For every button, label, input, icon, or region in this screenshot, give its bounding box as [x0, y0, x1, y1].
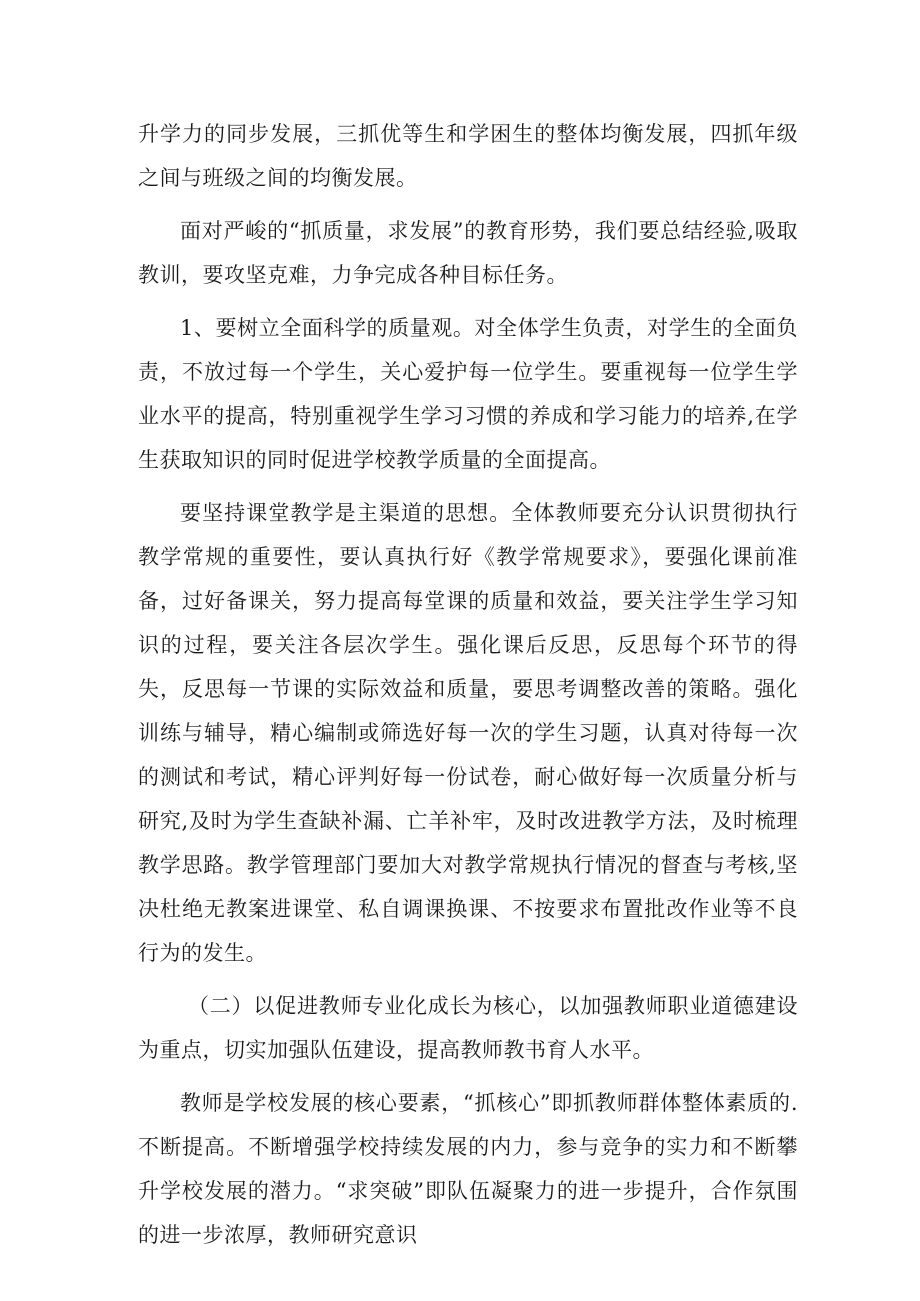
paragraph-4: 要坚持课堂教学是主渠道的思想。全体教师要充分认识贯彻执行教学常规的重要性，要认真执行好《教学常规要求》，要强化课前准备，过好备课关，努力提高每堂课的质量和效益，要关注学生学习知识的过程，要关注各层次学生。强化课后反思，反思每个环节的得失，反思每一节课的实际效益和质量，要思考调整改善的策略。强化训练与辅导，精心编制或筛选好每一次的学生习题，认真对待每一次的测试和考试，精心评判好每一份试卷，耐心做好每一次质量分析与研究,及时为学生查缺补漏、亡羊补牢，及时改进教学方法，及时梳理教学思路。教学管理部门要加大对教学常规执行情况的督查与考核,坚决杜绝无教案进课堂、私自调课换课、不按要求布置批改作业等不良行为的发生。 [138, 501, 798, 965]
paragraph-2: 面对严峻的“抓质量，求发展”的教育形势，我们要总结经验,吸取教训，要攻坚克难，力争完成各种目标任务。 [138, 219, 798, 287]
paragraph-1: 升学力的同步发展，三抓优等生和学困生的整体均衡发展，四抓年级之间与班级之间的均衡发展。 [138, 122, 798, 190]
document-body [138, 112, 798, 1266]
paragraph-5: （二）以促进教师专业化成长为核心，以加强教师职业道德建设为重点，切实加强队伍建设，提高教师教书育人水平。 [138, 994, 798, 1062]
paragraph-6: 教师是学校发展的核心要素，“抓核心”即抓教师群体整体素质的.不断提高。不断增强学校持续发展的内力，参与竞争的实力和不断攀升学校发展的潜力。“求突破”即队伍凝聚力的进一步提升，合作氛围的进一步浓厚，教师研究意识 [138, 1091, 798, 1247]
paragraph-3: 1、要树立全面科学的质量观。对全体学生负责，对学生的全面负责，不放过每一个学生，关心爱护每一位学生。要重视每一位学生学业水平的提高，特别重视学生学习习惯的养成和学习能力的培养,在学生获取知识的同时促进学校教学质量的全面提高。 [138, 316, 798, 472]
